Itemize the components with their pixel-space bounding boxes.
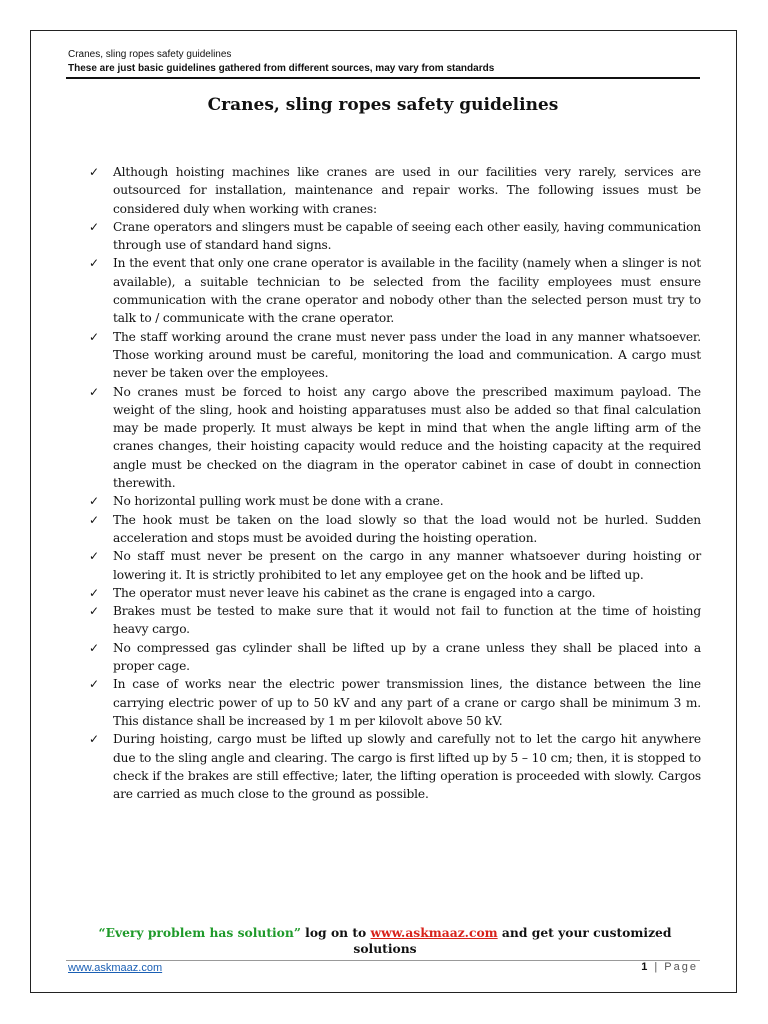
checkmark-icon: ✓: [89, 585, 99, 600]
page-number: [641, 961, 698, 973]
guideline-text: No cranes must be forced to hoist any cargo above the prescribed maximum payload. The weight of the sling, hook and hoisting apparatuses must also be added so that final calculation may be made properly. It must always be kept in mind that when the angle lifting arm of the cranes changes, their hoisting capacity would reduce and the hoisting capacity at the required angle must be checked on the diagram in the operator cabinet in case of doubt in connection therewith.: [113, 384, 701, 491]
guideline-item: [89, 492, 701, 510]
guideline-text: During hoisting, cargo must be lifted up slowly and carefully not to let the cargo hit anywhere due to the sling angle and clearing. The cargo is first lifted up by 5 – 10 cm; then, it is stopped to check if the brakes are still effective; later, the lifting operation is proceeded with slowly. Cargos are carried as much close to the ground as possible.: [113, 732, 701, 802]
checkmark-icon: ✓: [89, 494, 99, 509]
footer-divider: [66, 960, 700, 961]
checkmark-icon: ✓: [89, 549, 99, 564]
document-title: Cranes, sling ropes safety guidelines: [207, 95, 559, 115]
checkmark-icon: ✓: [89, 165, 99, 179]
guideline-text: The operator must never leave his cabinet as the crane is engaged into a cargo.: [113, 585, 596, 600]
guideline-text: No horizontal pulling work must be done with a crane.: [113, 494, 444, 509]
guideline-item: [89, 163, 701, 218]
checkmark-icon: ✓: [89, 604, 99, 619]
guideline-item: [89, 383, 701, 493]
guideline-item: [89, 547, 701, 584]
promo-banner: [70, 925, 700, 957]
guideline-text: Crane operators and slingers must be capable of seeing each other easily, having communication through use of standard hand signs.: [113, 219, 701, 253]
header-subtitle: These are just basic guidelines gathered from different sources, may vary from standards: [68, 63, 495, 74]
promo-rest-text: and get your customized solutions: [353, 925, 672, 956]
guideline-text: Brakes must be tested to make sure that it would not fail to function at the time of hoisting heavy cargo.: [113, 604, 701, 637]
checkmark-icon: ✓: [89, 384, 99, 399]
guideline-text: No compressed gas cylinder shall be lifted up by a crane unless they shall be placed into a proper cage.: [113, 640, 701, 674]
guideline-item: [89, 730, 701, 803]
footer-link[interactable]: www.askmaaz.com: [68, 962, 163, 974]
checkmark-icon: ✓: [89, 640, 99, 655]
header-title: Cranes, sling ropes safety guidelines: [68, 49, 232, 60]
promo-link[interactable]: www.askmaaz.com: [370, 925, 498, 940]
checkmark-icon: ✓: [89, 732, 99, 747]
guideline-item: [89, 328, 701, 383]
guideline-list: [89, 163, 701, 803]
page-header: [68, 48, 700, 76]
guideline-text: The hook must be taken on the load slowly so that the load would not be hurled. Sudden acceleration and stops must be avoided during the hoisting operation.: [113, 512, 701, 545]
guideline-item: [89, 254, 701, 327]
guideline-item: [89, 511, 701, 548]
guideline-item: [89, 639, 701, 676]
page-number-value: 1: [641, 961, 650, 973]
guideline-text: In case of works near the electric power transmission lines, the distance between the line carrying electric power of up to 50 kV and any part of a crane or cargo shall be minimum 3 m. This distance shall be increased by 1 m per kilovolt above 50 kV.: [113, 677, 701, 728]
guideline-item: [89, 602, 701, 639]
checkmark-icon: ✓: [89, 677, 99, 692]
promo-log-on-text: log on to: [300, 925, 371, 940]
checkmark-icon: ✓: [89, 219, 99, 234]
guideline-text: Although hoisting machines like cranes are used in our facilities very rarely, services are outsourced for installation, maintenance and repair works. The following issues must be considered duly when working with cranes:: [113, 165, 701, 216]
header-divider: [66, 77, 700, 79]
guideline-text: The staff working around the crane must never pass under the load in any manner whatsoever. Those working around must be careful, monitoring the load and communication. A cargo must never be taken over the employees.: [113, 329, 701, 381]
guideline-text: In the event that only one crane operator is available in the facility (namely when a slinger is not available), a suitable technician to be selected from the facility employees must ensure communication with the crane operator and nobody other than the selected person must try to talk to / communicate with the crane operator.: [113, 256, 701, 326]
guideline-item: [89, 218, 701, 255]
guideline-text: No staff must never be present on the cargo in any manner whatsoever during hoisting or lowering it. It is strictly prohibited to let any employee get on the hook and be lifted up.: [113, 549, 701, 582]
checkmark-icon: ✓: [89, 256, 99, 271]
checkmark-icon: ✓: [89, 512, 99, 527]
guideline-item: [89, 584, 701, 602]
promo-slogan: “Every problem has solution”: [98, 925, 301, 940]
guideline-item: [89, 675, 701, 730]
page-label: | Page: [649, 961, 698, 973]
checkmark-icon: ✓: [89, 329, 99, 344]
